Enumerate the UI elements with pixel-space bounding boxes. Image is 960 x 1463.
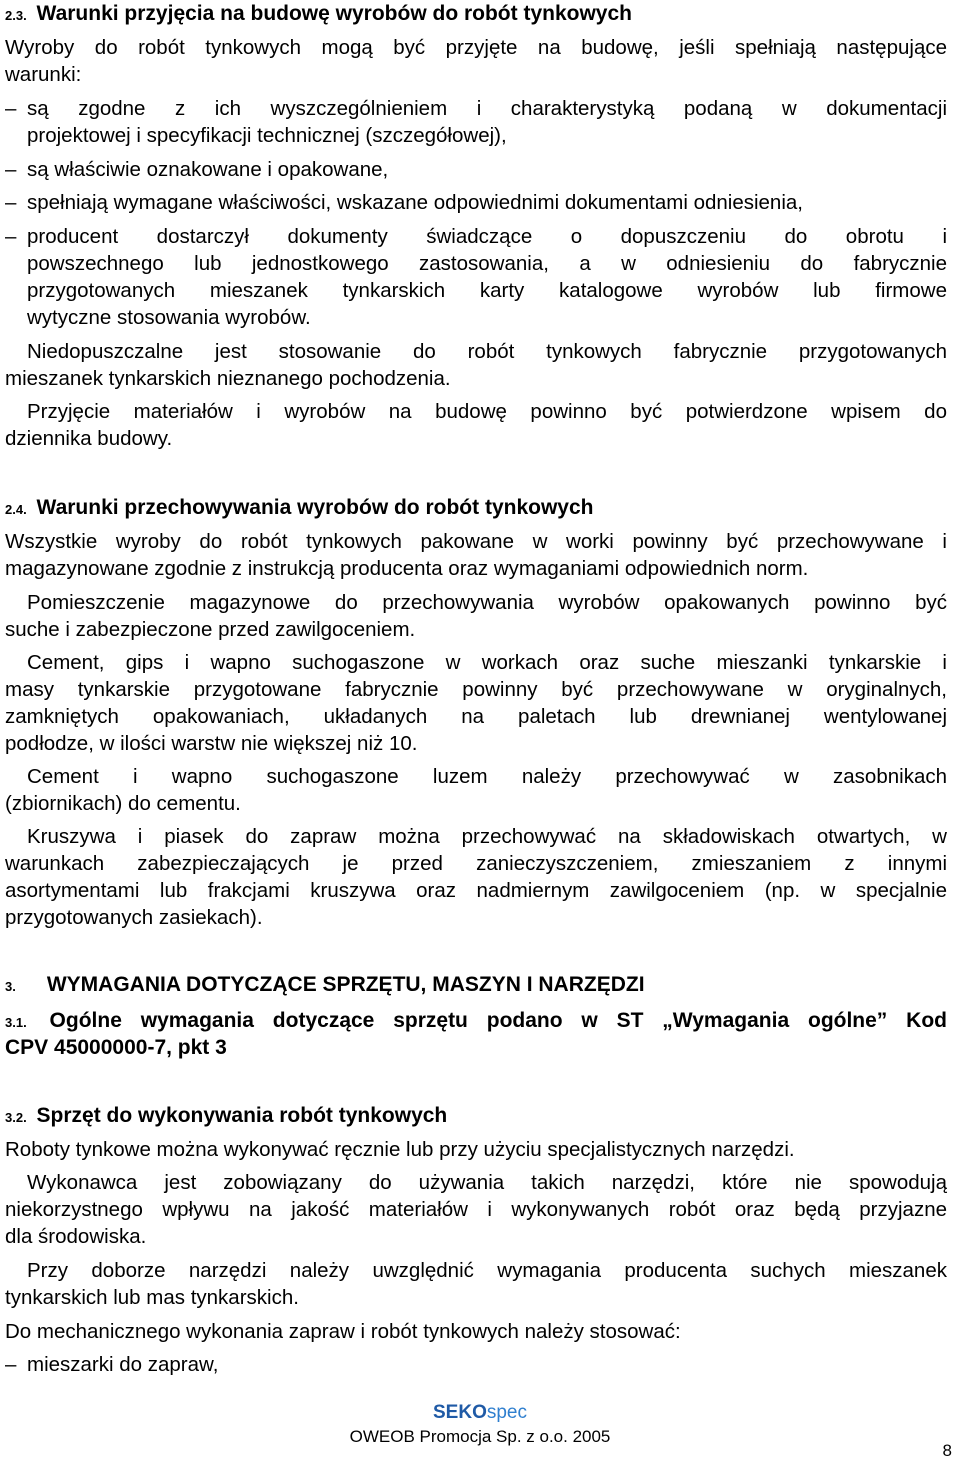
section-title: Warunki przyjęcia na budowę wyrobów do robót tynkowych <box>36 2 632 25</box>
paragraph-line <box>5 790 947 817</box>
text-line: Wszystkie wyroby do robót tynkowych pakowane w worki powinny być przechowywane i <box>5 530 947 553</box>
section-title: CPV 45000000-7, pkt 3 <box>5 1036 227 1059</box>
dash-bullet: – <box>5 158 17 181</box>
text-line: suche i zabezpieczone przed zawilgoceniem. <box>5 618 416 641</box>
list-item-text: są zgodne z ich wyszczególnieniem i charakterystyką podaną w dokumentacji <box>27 97 947 120</box>
paragraph-line <box>5 850 947 877</box>
text-line: asortymentami lub frakcjami kruszywa oraz nadmiernym zawilgoceniem (np. w specjalnie <box>5 879 947 902</box>
dash-bullet: – <box>5 1353 17 1376</box>
page-number: 8 <box>942 1441 952 1460</box>
text-line: dla środowiska. <box>5 1225 147 1248</box>
dash-bullet: – <box>5 225 17 248</box>
section-heading-3-2 <box>5 1102 947 1131</box>
list-item-text: projektowej i specyfikacji technicznej (szczegółowej), <box>27 124 507 147</box>
paragraph-line <box>5 616 947 643</box>
list-item <box>5 1351 947 1378</box>
text-line: niekorzystnego wpływu na jakość materiałów i wykonywanych robót oraz będą przyjazne <box>5 1198 947 1221</box>
footer-organization: OWEOB Promocja Sp. z o.o. 2005 <box>349 1427 611 1446</box>
section-title: Sprzęt do wykonywania robót tynkowych <box>36 1104 448 1127</box>
brand-part: spec <box>486 1402 527 1423</box>
paragraph-line <box>5 730 947 757</box>
list-item-text: są właściwie oznakowane i opakowane, <box>27 158 389 181</box>
paragraph-line <box>5 1196 947 1223</box>
text-line: mieszanek tynkarskich nieznanego pochodzenia. <box>5 367 451 390</box>
footer-brand-logo <box>0 1402 960 1424</box>
text-line: warunkach zabezpieczających je przed zanieczyszczeniem, zmieszaniem z innymi <box>5 852 947 875</box>
list-item-continuation <box>5 277 947 304</box>
list-item <box>5 223 947 250</box>
list-item-text: przygotowanych mieszanek tynkarskich karty katalogowe wyrobów lub firmowe <box>27 279 947 302</box>
text-line: masy tynkarskie przygotowane fabrycznie powinny być przechowywane w oryginalnych, <box>5 678 947 701</box>
paragraph <box>5 528 947 555</box>
list-item <box>5 189 947 216</box>
section-number: 2.4. <box>5 502 27 517</box>
section-heading-2-3 <box>5 0 947 29</box>
paragraph <box>5 649 947 676</box>
list-item-continuation <box>5 304 947 331</box>
list-item-text: producent dostarczył dokumenty świadczące o dopuszczeniu do obrotu i <box>27 225 947 248</box>
text-line: zamkniętych opakowaniach, układanych na paletach lub drewnianej wentylowanej <box>5 705 947 728</box>
text-line: Pomieszczenie magazynowe do przechowywania wyrobów opakowanych powinno być <box>27 591 947 614</box>
dash-bullet: – <box>5 97 17 120</box>
text-line: magazynowane zgodnie z instrukcją producenta oraz wymaganiami odpowiednich norm. <box>5 557 809 580</box>
list-item-text: spełniają wymagane właściwości, wskazane odpowiednimi dokumentami odniesienia, <box>27 191 803 214</box>
text-line: Cement, gips i wapno suchogaszone w workach oraz suche mieszanki tynkarskie i <box>27 651 947 674</box>
paragraph <box>5 34 947 61</box>
section-heading-3-1 <box>5 1007 947 1036</box>
text-line: Przy doborze narzędzi należy uwzględnić wymagania producenta suchych mieszanek <box>27 1259 947 1282</box>
section-number: 3. <box>5 979 16 994</box>
text-line: Do mechanicznego wykonania zapraw i robót tynkowych należy stosować: <box>5 1320 681 1343</box>
paragraph-line <box>5 365 947 392</box>
paragraph <box>5 1257 947 1284</box>
paragraph <box>5 1136 947 1163</box>
paragraph <box>5 398 947 425</box>
section-heading-2-4 <box>5 494 947 523</box>
section-number: 3.1. <box>5 1015 27 1030</box>
paragraph-line <box>5 676 947 703</box>
text-line: Wykonawca jest zobowiązany do używania takich narzędzi, które nie spowodują <box>27 1171 947 1194</box>
text-line: Niedopuszczalne jest stosowanie do robót tynkowych fabrycznie przygotowanych <box>27 340 947 363</box>
paragraph-line <box>5 904 947 931</box>
list-item-continuation <box>5 250 947 277</box>
section-heading-3-1-continuation <box>5 1034 947 1061</box>
list-item-text: mieszarki do zapraw, <box>27 1353 219 1376</box>
list-item-continuation <box>5 122 947 149</box>
section-number: 2.3. <box>5 8 27 23</box>
text-line: przygotowanych zasiekach). <box>5 906 263 929</box>
text-line: warunki: <box>5 63 82 86</box>
list-item <box>5 95 947 122</box>
paragraph-line <box>5 61 947 88</box>
paragraph <box>5 338 947 365</box>
text-line: Wyroby do robót tynkowych mogą być przyjęte na budowę, jeśli spełniają następujące <box>5 36 947 59</box>
text-line: (zbiornikach) do cementu. <box>5 792 241 815</box>
paragraph-line <box>5 1284 947 1311</box>
section-title: Ogólne wymagania dotyczące sprzętu podano w ST „Wymagania ogólne” Kod <box>49 1009 947 1032</box>
section-number: 3.2. <box>5 1110 27 1125</box>
section-title: WYMAGANIA DOTYCZĄCE SPRZĘTU, MASZYN I NARZĘDZI <box>46 973 645 996</box>
section-heading-3 <box>5 971 947 1000</box>
text-line: Cement i wapno suchogaszone luzem należy przechowywać w zasobnikach <box>27 765 947 788</box>
list-item-text: powszechnego lub jednostkowego zastosowania, a w odniesieniu do fabrycznie <box>27 252 947 275</box>
paragraph <box>5 823 947 850</box>
brand-part: SEKO <box>433 1402 487 1423</box>
paragraph-line <box>5 703 947 730</box>
dash-bullet: – <box>5 191 17 214</box>
paragraph <box>5 589 947 616</box>
text-line: dziennika budowy. <box>5 427 173 450</box>
list-item-text: wytyczne stosowania wyrobów. <box>27 306 311 329</box>
paragraph-line <box>5 555 947 582</box>
paragraph-line <box>5 1223 947 1250</box>
text-line: Przyjęcie materiałów i wyrobów na budowę powinno być potwierdzone wpisem do <box>27 400 947 423</box>
text-line: Roboty tynkowe można wykonywać ręcznie lub przy użyciu specjalistycznych narzędzi. <box>5 1138 795 1161</box>
paragraph <box>5 1318 947 1345</box>
list-item <box>5 156 947 183</box>
text-line: podłodze, w ilości warstw nie większej niż 10. <box>5 732 418 755</box>
paragraph <box>5 763 947 790</box>
paragraph-line <box>5 425 947 452</box>
section-title: Warunki przechowywania wyrobów do robót tynkowych <box>36 496 594 519</box>
paragraph-line <box>5 877 947 904</box>
text-line: tynkarskich lub mas tynkarskich. <box>5 1286 299 1309</box>
text-line: Kruszywa i piasek do zapraw można przechowywać na składowiskach otwartych, w <box>27 825 947 848</box>
paragraph <box>5 1169 947 1196</box>
